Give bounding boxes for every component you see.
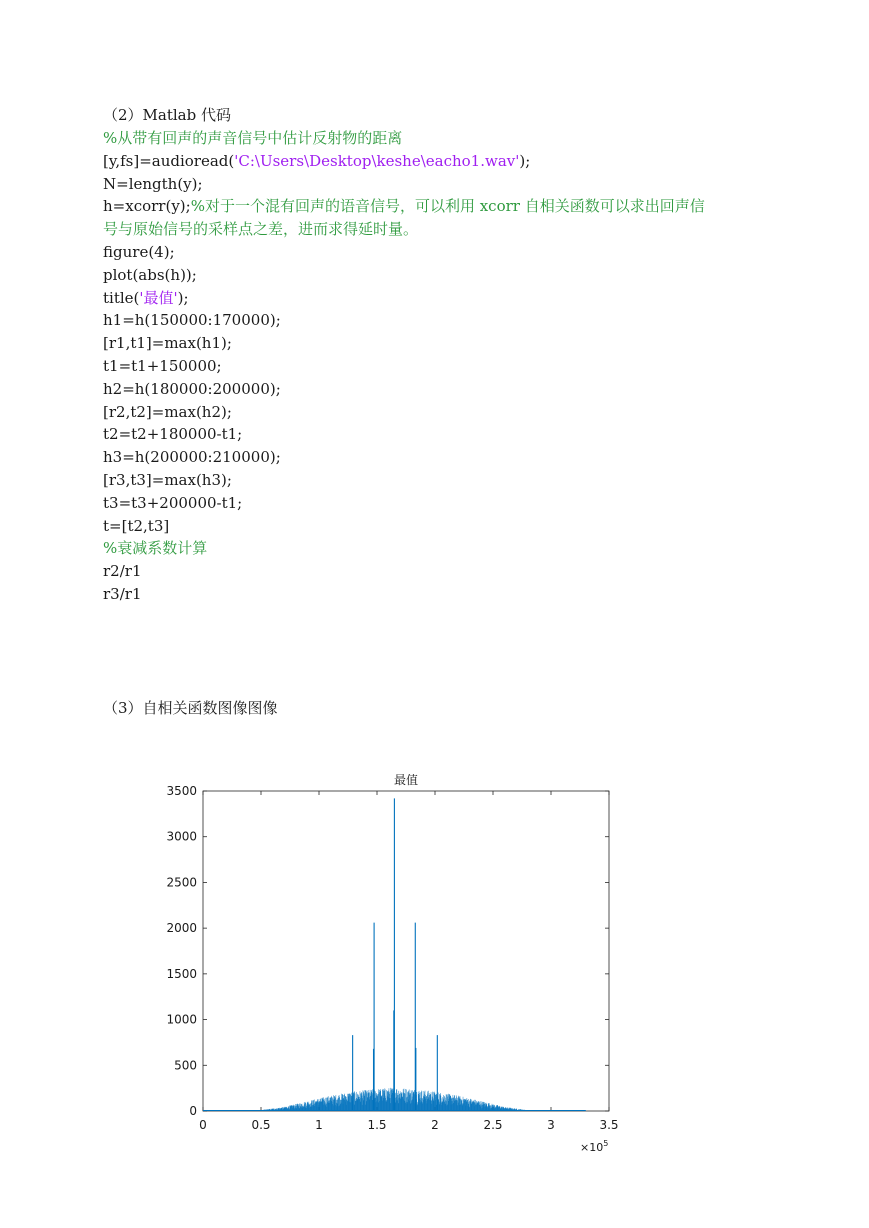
code-text: [r3,t3]=max(h3);	[103, 471, 232, 489]
code-text: plot(abs(h));	[103, 265, 197, 284]
x-tick-label: 2.5	[483, 1118, 503, 1132]
y-tick-label: 2000	[166, 921, 197, 936]
x-tick-label: 2	[431, 1118, 439, 1132]
code-text: figure(4);	[103, 243, 175, 261]
code-text: );	[519, 151, 531, 170]
y-tick-label: 3500	[166, 784, 197, 798]
code-text: [y,fs]=audioread(	[103, 151, 235, 170]
code-comment: %衰减系数计算	[103, 539, 208, 558]
code-comment: %对于一个混有回声的语音信号，可以利用 xcorr 自相关函数可以求出回声信	[190, 197, 705, 216]
code-comment: %从带有回声的声音信号中估计反射物的距离	[103, 129, 403, 147]
y-tick-label: 1000	[166, 1012, 197, 1027]
section3-heading: （3）自相关函数图像图像	[103, 699, 278, 717]
x-tick-label: 0.5	[251, 1118, 271, 1132]
code-text: [r1,t1]=max(h1);	[103, 334, 232, 353]
y-tick-label: 1500	[166, 966, 197, 981]
code-text: r2/r1	[103, 562, 142, 581]
x-tick-label: 3.5	[599, 1118, 619, 1132]
y-tick-label: 500	[174, 1058, 197, 1073]
x-tick-label: 1.5	[367, 1118, 387, 1132]
chart-title: 最值	[393, 773, 419, 787]
x-multiplier: $\times 10^5$	[580, 1139, 609, 1154]
code-comment: 号与原始信号的采样点之差，进而求得延时量。	[103, 220, 419, 239]
code-text: t2=t2+180000-t1;	[103, 425, 243, 444]
x-tick-label: 3	[547, 1118, 555, 1132]
code-text: h=xcorr(y);	[103, 197, 191, 216]
plot-area	[203, 791, 609, 1111]
code-text: h2=h(180000:200000);	[103, 379, 281, 398]
y-tick-label: 3000	[166, 829, 197, 844]
code-text: [r2,t2]=max(h2);	[103, 402, 232, 421]
code-text: h1=h(150000:170000);	[103, 311, 281, 330]
code-text: t1=t1+150000;	[103, 357, 222, 375]
code-text: N=length(y);	[103, 174, 203, 193]
section2-heading: （2）Matlab 代码	[103, 106, 231, 124]
code-text: h3=h(200000:210000);	[103, 448, 281, 467]
x-tick-label: 1	[315, 1118, 323, 1132]
y-tick-label: 0	[189, 1104, 197, 1118]
code-string: 'C:\Users\Desktop\keshe\eacho1.wav'	[234, 151, 520, 170]
code-text: t3=t3+200000-t1;	[103, 493, 243, 512]
code-text: t=[t2,t3]	[103, 516, 170, 535]
x-tick-label: 0	[199, 1118, 207, 1132]
code-text: r3/r1	[103, 585, 142, 603]
code-text: title(	[103, 288, 140, 307]
code-string: '最值'	[139, 288, 178, 307]
y-tick-label: 2500	[166, 875, 197, 890]
code-text: );	[177, 288, 189, 307]
